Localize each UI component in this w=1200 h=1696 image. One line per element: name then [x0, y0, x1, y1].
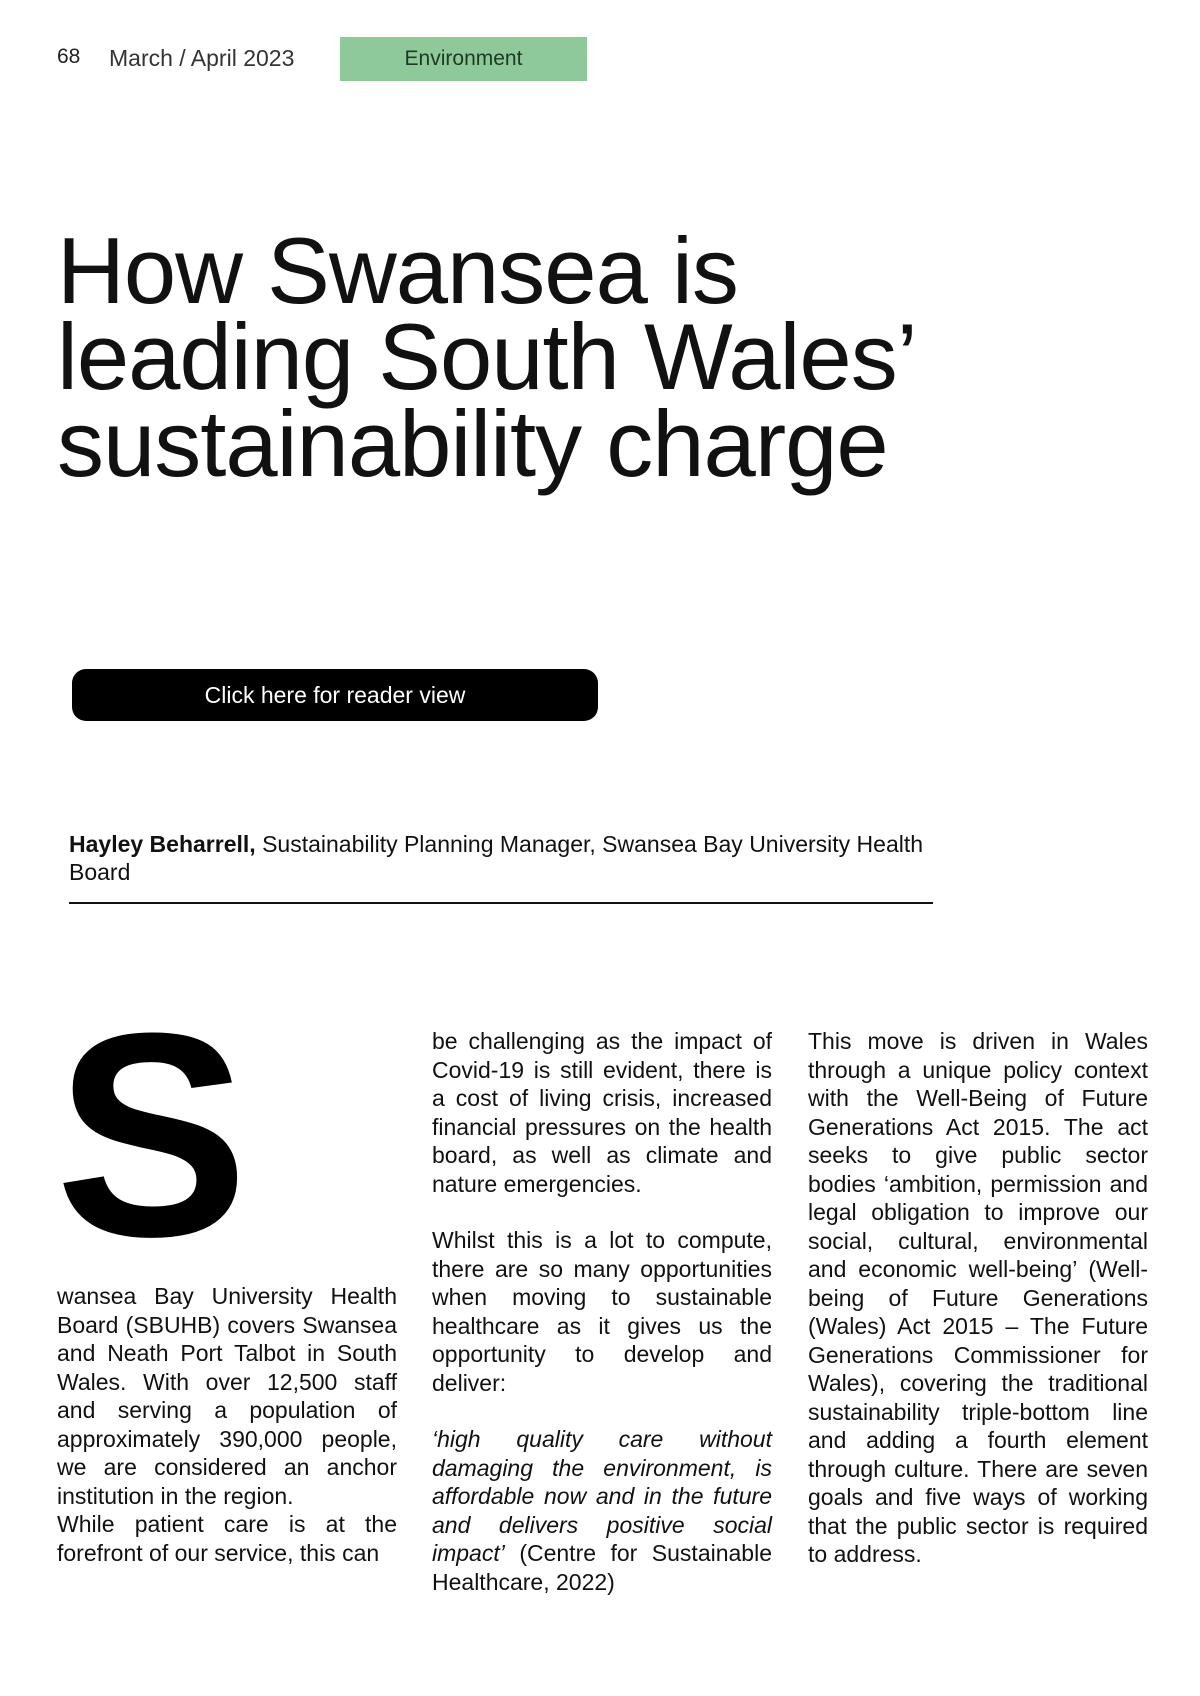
headline-line: sustainability charge — [57, 390, 888, 496]
byline-divider — [69, 902, 933, 904]
paragraph: While patient care is at the forefront of our service, this can — [57, 1511, 397, 1566]
headline-line: How Swansea is — [57, 218, 738, 323]
paragraph: This move is driven in Wales through a unique policy context with the Well-Being of Future Generations Act 2015. The act seeks to give public sector bodies ‘ambition, permission and legal obligation to improve our social, cultural, environmental and economic well-being’ (Well-being of Future Generations (Wales) Act 2015 – The Future Generations Commissioner for Wales), covering the traditional sustainability triple-bottom line and adding a fourth element through culture. There are seven goals and five ways of working that the public sector is required to address. — [808, 1028, 1148, 1567]
author-role: Sustainability Planning Manager, Swansea Bay University Health Board — [69, 831, 924, 885]
paragraph: be challenging as the impact of Covid-19 is still evident, there is a cost of living crisis, increased financial pressures on the health board, as well as climate and nature emergencies. — [432, 1028, 772, 1197]
quote-paragraph — [432, 1425, 772, 1596]
reader-view-button[interactable]: Click here for reader view — [72, 669, 598, 721]
issue-date: March / April 2023 — [109, 45, 295, 71]
article-column-3 — [808, 1027, 1148, 1569]
headline-line: leading South Wales’ — [57, 304, 917, 410]
byline — [69, 830, 939, 886]
paragraph: Whilst this is a lot to compute, there are so many opportunities when moving to sustainable healthcare as it gives us the opportunity to develop and deliver: — [432, 1227, 772, 1396]
citation: (Centre for Sustainable Healthcare, 2022) — [432, 1540, 772, 1595]
author-name: Hayley Beharrell, — [69, 831, 256, 857]
quote: ‘high quality care without damaging the environment, is affordable now and in the future and delivers positive social impact’ — [432, 1426, 772, 1566]
section-tag: Environment — [340, 37, 587, 81]
drop-cap: S — [55, 973, 245, 1297]
paragraph: wansea Bay University Health Board (SBUHB) covers Swansea and Neath Port Talbot in South Wales. With over 12,500 staff and serving a population of approximately 390,000 people, we are considered an anchor institution in the region. — [57, 1283, 397, 1509]
page-number: 68 — [57, 45, 81, 68]
page-header — [57, 37, 1157, 81]
article-headline — [57, 218, 1137, 496]
article-column-1 — [57, 1282, 397, 1567]
article-column-2 — [432, 1027, 772, 1596]
